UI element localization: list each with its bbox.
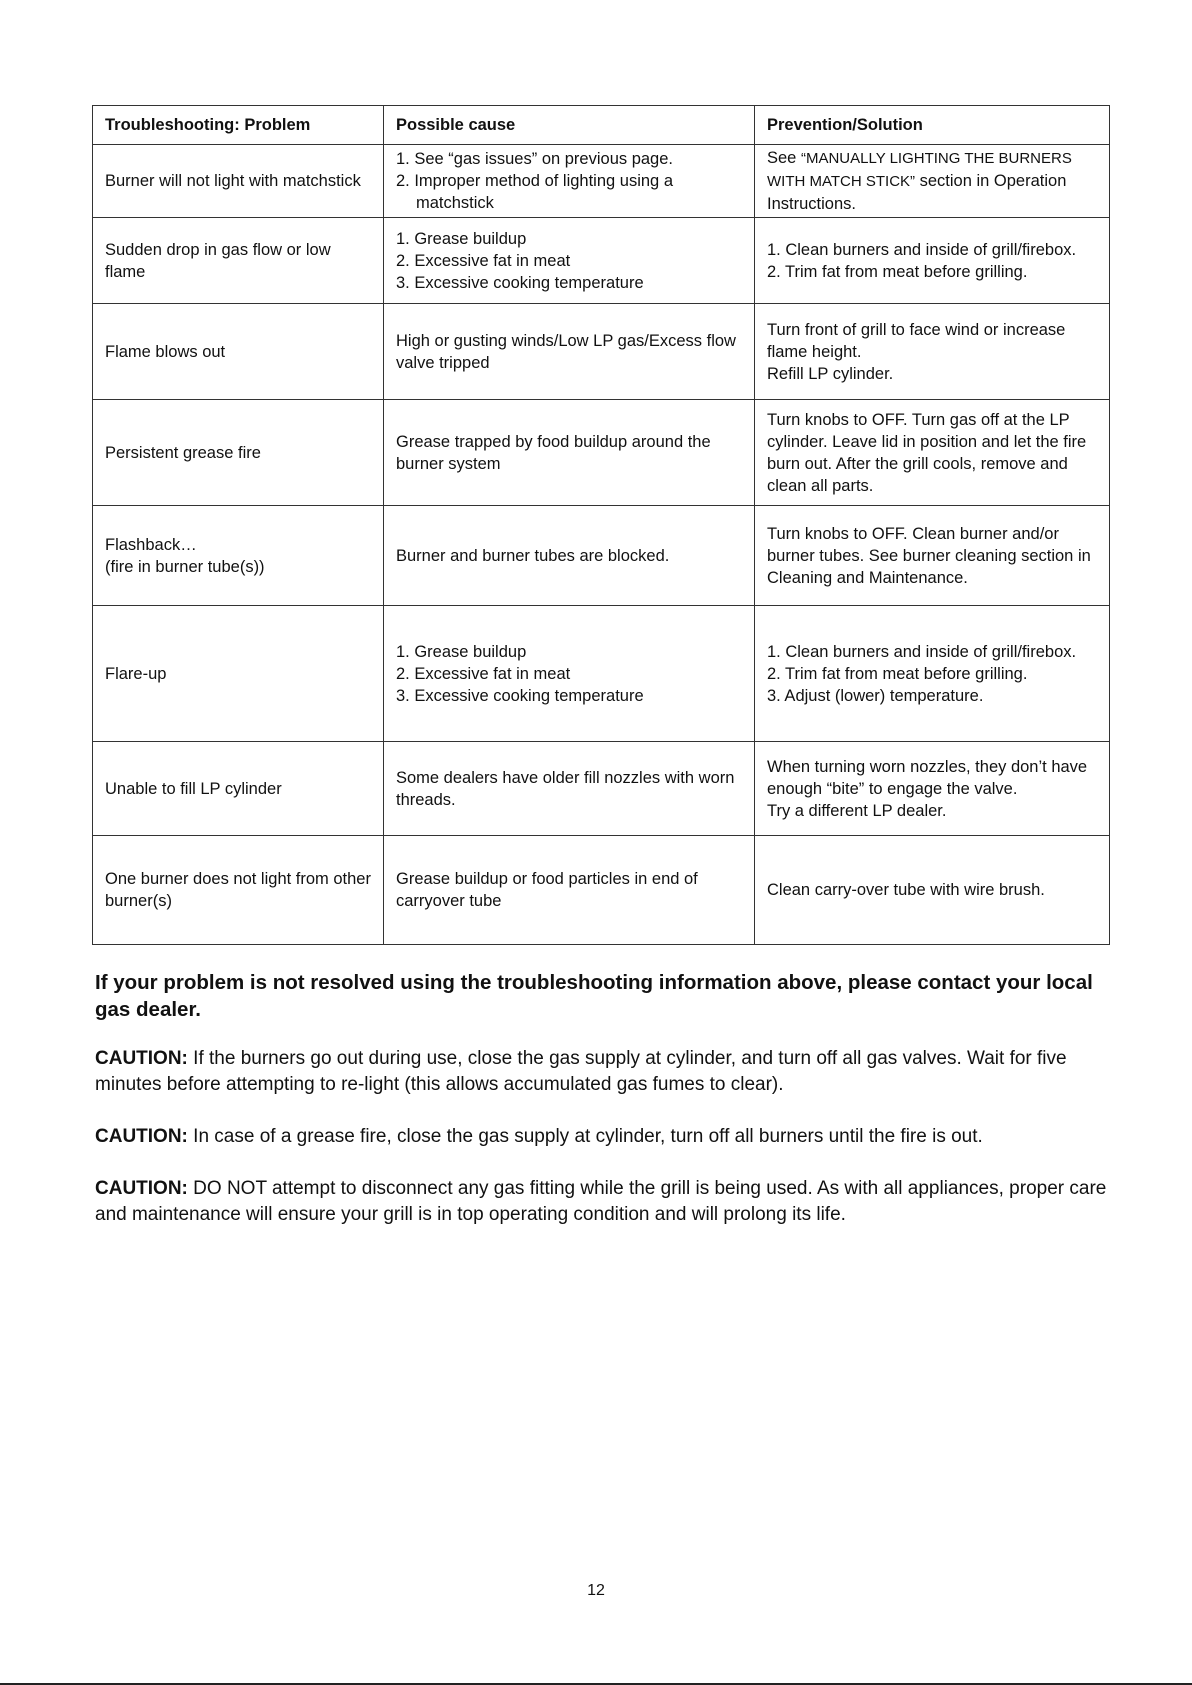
caution-paragraph [95, 1124, 1135, 1150]
cause-cell [384, 742, 755, 836]
problem-text: Sudden drop in gas flow or low flame [105, 240, 331, 281]
cause-line: matchstick [416, 194, 494, 212]
solution-line: Turn front of grill to face wind or increase flame height. [767, 320, 1066, 361]
header-cause: Possible cause [384, 106, 755, 145]
cause-line: 2. Excessive fat in meat [396, 251, 571, 270]
table-row [93, 742, 1110, 836]
solution-line: 2. Trim fat from meat before grilling. [767, 262, 1028, 281]
solution-cell [755, 606, 1110, 742]
solution-line: Turn knobs to OFF. Clean burner and/or burner tubes. See burner cleaning section in Cleaning and Maintenance. [767, 524, 1091, 587]
problem-cell [93, 742, 384, 836]
cause-line: 3. Excessive cooking temperature [396, 273, 644, 292]
troubleshooting-table [92, 105, 1110, 945]
problem-cell [93, 218, 384, 304]
solution-cell [755, 218, 1110, 304]
problem-cell [93, 836, 384, 945]
cause-cell [384, 506, 755, 606]
header-solution: Prevention/Solution [755, 106, 1110, 145]
problem-cell [93, 400, 384, 506]
solution-suffix: section in Operation Instructions. [767, 172, 1067, 213]
page-number: 12 [587, 1582, 605, 1599]
solution-line: 1. Clean burners and inside of grill/firebox. [767, 240, 1077, 259]
caution-text: In case of a grease fire, close the gas supply at cylinder, turn off all burners until the fire is out. [187, 1126, 983, 1147]
solution-prefix: See [767, 149, 801, 167]
solution-cell [755, 836, 1110, 945]
table-row [93, 145, 1110, 218]
problem-text: Flare-up [105, 664, 167, 683]
problem-text: Unable to fill LP cylinder [105, 779, 282, 798]
problem-cell [93, 145, 384, 218]
cause-line: Burner and burner tubes are blocked. [396, 546, 670, 565]
caution-paragraph [95, 1046, 1135, 1098]
caution-label: CAUTION: [95, 1048, 188, 1069]
solution-section-name: “MANUALLY LIGHTING THE BURNERS WITH MATCH STICK” [767, 150, 1072, 190]
contact-dealer-note: If your problem is not resolved using the troubleshooting information above, please contact your local gas dealer. [95, 971, 1093, 1021]
table-row [93, 304, 1110, 400]
table-header-row [93, 106, 1110, 145]
cause-line: 1. Grease buildup [396, 229, 527, 248]
solution-line: When turning worn nozzles, they don’t have enough “bite” to engage the valve. [767, 757, 1088, 798]
cause-line: 2. Excessive fat in meat [396, 664, 571, 683]
cause-line: High or gusting winds/Low LP gas/Excess flow valve tripped [396, 331, 736, 372]
cause-line: 2. Improper method of lighting using a [396, 172, 673, 190]
solution-cell [755, 400, 1110, 506]
cause-line: 1. Grease buildup [396, 642, 527, 661]
cause-cell [384, 606, 755, 742]
cause-cell [384, 400, 755, 506]
cause-line: 1. See “gas issues” on previous page. [396, 150, 673, 168]
caution-label: CAUTION: [95, 1178, 188, 1199]
cause-line: Some dealers have older fill nozzles with worn threads. [396, 768, 735, 809]
caution-text: DO NOT attempt to disconnect any gas fitting while the grill is being used. As with all appliances, proper care and maintenance will ensure your grill is in top operating condition and will prolong its life. [95, 1178, 1107, 1225]
table-row [93, 506, 1110, 606]
solution-line: Try a different LP dealer. [767, 801, 947, 820]
solution-line: 3. Adjust (lower) temperature. [767, 686, 984, 705]
solution-cell [755, 742, 1110, 836]
solution-line: 2. Trim fat from meat before grilling. [767, 664, 1028, 683]
cause-line: 3. Excessive cooking temperature [396, 686, 644, 705]
solution-cell [755, 304, 1110, 400]
cause-cell [384, 304, 755, 400]
problem-text: Persistent grease fire [105, 443, 261, 462]
table-row [93, 400, 1110, 506]
caution-label: CAUTION: [95, 1126, 188, 1147]
table-row [93, 836, 1110, 945]
cause-line: Grease trapped by food buildup around the burner system [396, 432, 711, 473]
problem-text: Burner will not light with matchstick [105, 172, 361, 190]
cause-cell [384, 145, 755, 218]
caution-paragraph [95, 1176, 1135, 1228]
solution-line: 1. Clean burners and inside of grill/firebox. [767, 642, 1077, 661]
cause-cell [384, 836, 755, 945]
cause-cell [384, 218, 755, 304]
caution-text: If the burners go out during use, close the gas supply at cylinder, and turn off all gas valves. Wait for five minutes before attempting to re-light (this allows accumulated gas fumes to clear). [95, 1048, 1067, 1095]
solution-line: Turn knobs to OFF. Turn gas off at the LP cylinder. Leave lid in position and let the fire burn out. After the grill cools, remove and clean all parts. [767, 410, 1087, 495]
problem-text: (fire in burner tube(s)) [105, 557, 265, 576]
problem-cell [93, 606, 384, 742]
problem-text: Flashback… [105, 535, 197, 554]
table-row [93, 218, 1110, 304]
solution-line: Refill LP cylinder. [767, 364, 894, 383]
cause-line: Grease buildup or food particles in end of carryover tube [396, 870, 698, 910]
table-row [93, 606, 1110, 742]
solution-cell [755, 145, 1110, 218]
header-problem: Troubleshooting: Problem [93, 106, 384, 145]
problem-text: One burner does not light from other burner(s) [105, 870, 371, 910]
solution-line: Clean carry-over tube with wire brush. [767, 881, 1045, 899]
problem-text: Flame blows out [105, 342, 226, 361]
problem-cell [93, 304, 384, 400]
problem-cell [93, 506, 384, 606]
solution-cell [755, 506, 1110, 606]
